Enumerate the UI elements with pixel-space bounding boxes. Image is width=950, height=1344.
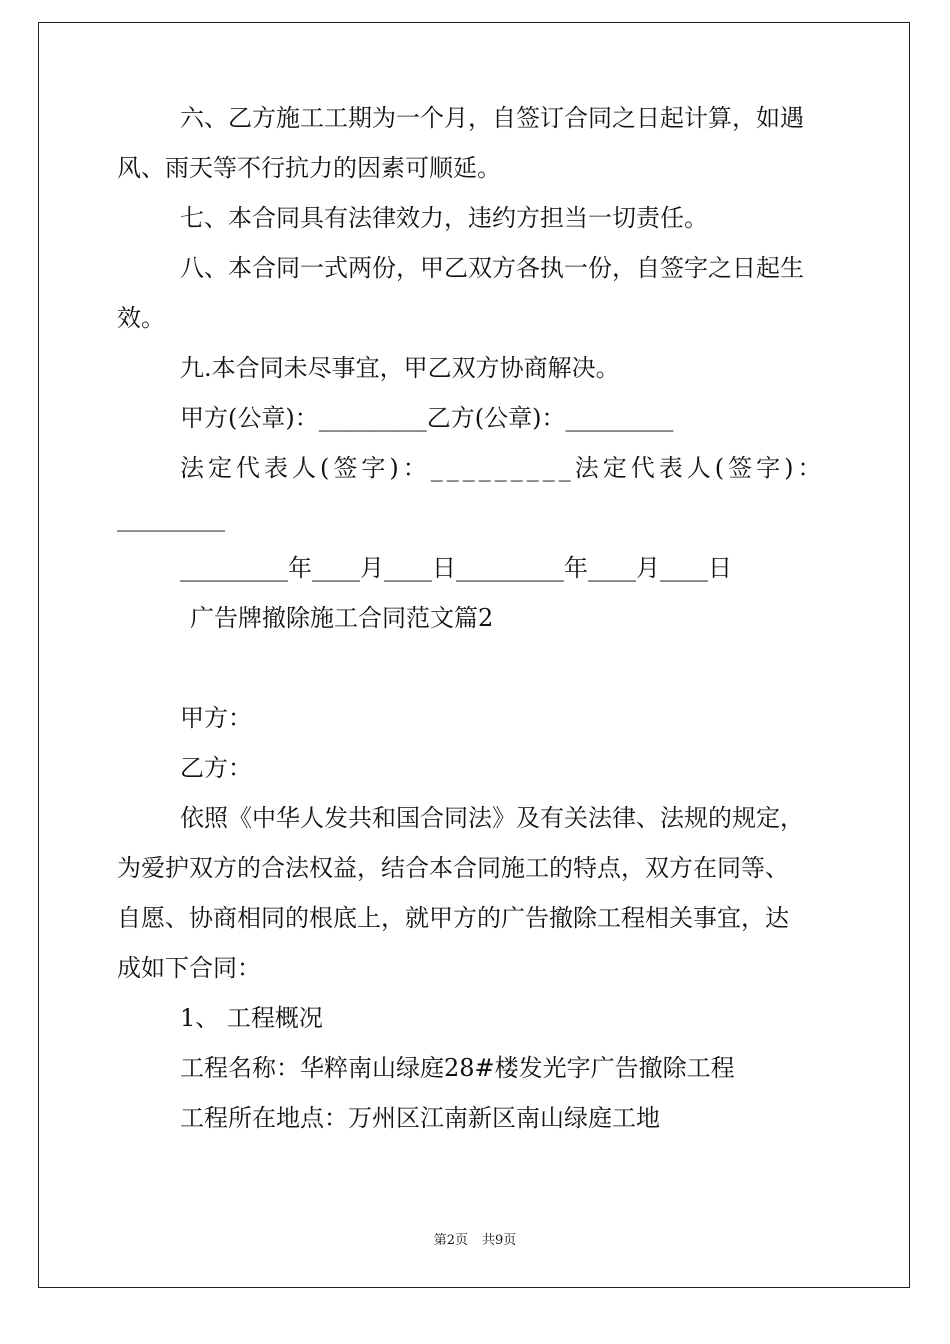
clause-eight-line-2: 效。 [117,304,165,332]
page-number-current: 第2页 [433,1233,468,1248]
seal-line: 甲方(公章)：_________乙方(公章)：_________ [180,404,674,432]
item-one-heading: 1、 工程概况 [180,1004,323,1032]
preamble-line-1: 依照《中华人发共和国合同法》及有关法律、法规的规定， [180,804,804,832]
preamble-line-4: 成如下合同： [117,954,261,982]
clause-eight-line-1: 八、本合同一式两份，甲乙双方各执一份，自签字之日起生 [180,254,804,282]
clause-nine: 九.本合同未尽事宜，甲乙双方协商解决。 [180,354,620,382]
clause-seven: 七、本合同具有法律效力，违约方担当一切责任。 [180,204,708,232]
signature-line: 法定代表人(签字)：_________法定代表人(签字)： [180,454,826,482]
date-line: _________年____月____日_________年____月____日 [180,554,732,582]
section-heading: 广告牌撤除施工合同范文篇2 [190,604,494,632]
party-b-label: 乙方： [180,754,252,782]
preamble-line-2: 为爱护双方的合法权益，结合本合同施工的特点，双方在同等、 [117,854,789,882]
clause-six-line-2: 风、雨天等不行抗力的因素可顺延。 [117,154,501,182]
page-footer [0,1233,950,1249]
party-a-label: 甲方： [180,704,252,732]
project-name: 工程名称：华粹南山绿庭28#楼发光字广告撤除工程 [180,1054,735,1082]
signature-blank: _________ [117,504,225,532]
clause-six-line-1: 六、乙方施工工期为一个月，自签订合同之日起计算，如遇 [180,104,804,132]
page-number-total: 共9页 [482,1233,517,1248]
preamble-line-3: 自愿、协商相同的根底上，就甲方的广告撤除工程相关事宜，达 [117,904,789,932]
project-location: 工程所在地点：万州区江南新区南山绿庭工地 [180,1104,660,1132]
